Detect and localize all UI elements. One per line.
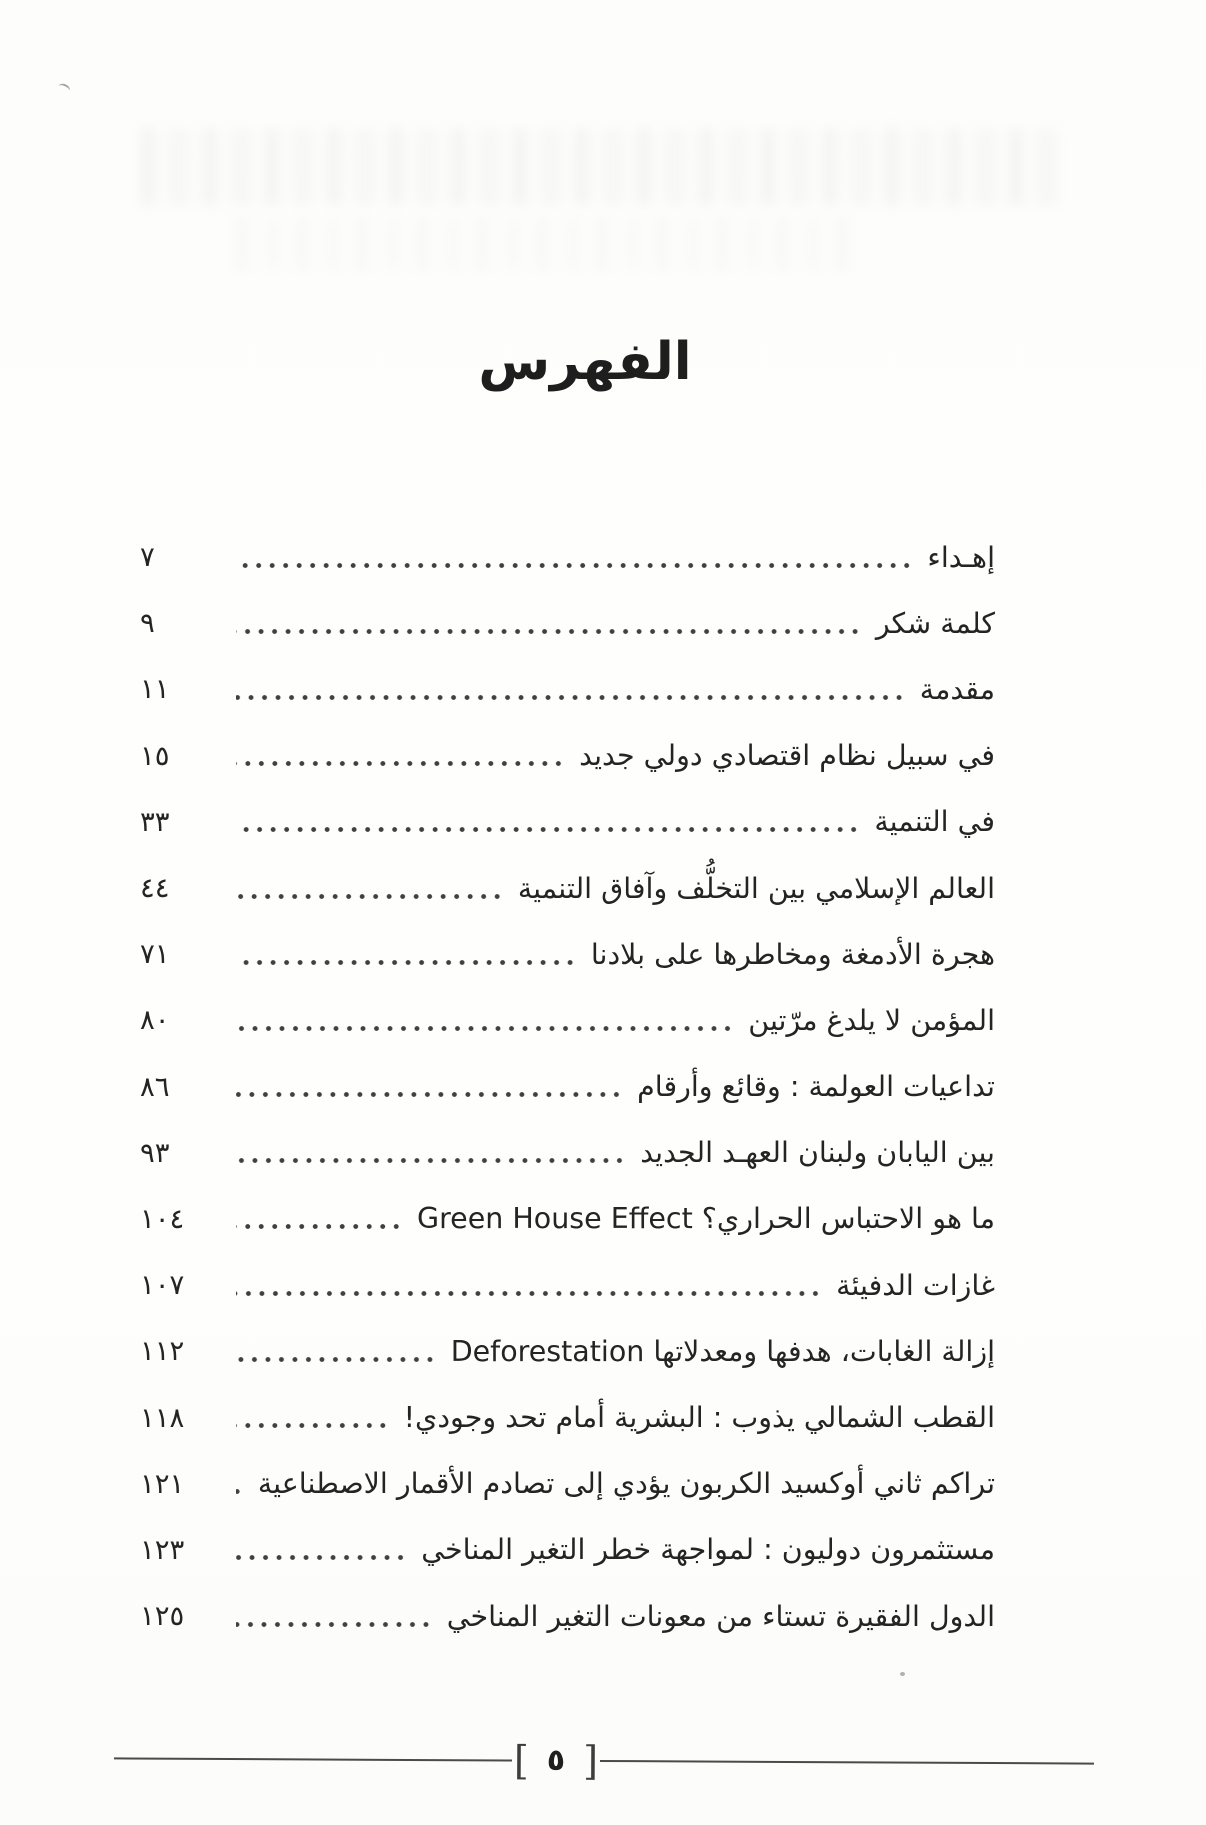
dot-leader <box>236 1223 403 1230</box>
toc-entry-page-number: ٩ <box>140 607 155 640</box>
toc-entry-title: المؤمن لا يلدغ مرّتين <box>748 1003 995 1037</box>
toc-entry <box>140 1054 995 1120</box>
toc-entry-title: القطب الشمالي يذوب : البشرية أمام تحد وجودي! <box>403 1401 995 1435</box>
toc-entry-page-number: ١٥ <box>140 739 170 772</box>
toc-entry-page-number: ٣٣ <box>140 805 170 838</box>
toc-entry-page-number: ٩٣ <box>140 1136 170 1169</box>
dot-leader <box>236 1157 626 1164</box>
footer-page-number: ٥ <box>546 1742 566 1778</box>
toc-entry-page-number: ١٠٧ <box>140 1269 185 1302</box>
toc-entry <box>140 590 995 656</box>
scan-speck <box>57 82 72 95</box>
footer-rule-left <box>114 1757 512 1761</box>
toc-entry-title: إهـداء <box>927 540 995 574</box>
toc-entry-page-number: ١٢٣ <box>140 1533 185 1566</box>
footer-rule-right <box>600 1760 1094 1765</box>
dot-leader <box>236 959 577 966</box>
dot-leader <box>236 893 504 900</box>
dot-leader <box>236 760 565 767</box>
toc-entry-title: بين اليابان ولبنان العهـد الجديد <box>640 1136 995 1170</box>
toc-entry <box>140 1451 995 1517</box>
toc-entry <box>140 524 995 590</box>
footer-bracket-close: ] <box>583 1737 599 1785</box>
toc-entry <box>140 789 995 855</box>
toc-entry-page-number: ٤٤ <box>140 872 170 905</box>
toc-entry-page-number: ١١٨ <box>140 1401 185 1434</box>
scan-speck <box>900 1672 905 1676</box>
toc-entry <box>140 1384 995 1450</box>
dot-leader <box>236 1025 734 1032</box>
toc-entry-title: مستثمرون دوليون : لمواجهة خطر التغير المناخي <box>421 1533 995 1567</box>
toc-entry <box>140 1583 995 1649</box>
page-title: الفهرس <box>478 332 692 392</box>
dot-leader <box>236 1621 433 1628</box>
toc-entry <box>140 656 995 722</box>
page-footer <box>114 1737 1094 1785</box>
dot-leader <box>236 1422 390 1429</box>
toc-entry-title: إزالة الغابات، هدفها ومعدلاتها Deforestation <box>450 1334 995 1368</box>
toc-entry-title: العالم الإسلامي بين التخلُّف وآفاق التنمية <box>517 871 995 905</box>
toc-entry-title: غازات الدفيئة <box>836 1268 995 1302</box>
toc-entry-page-number: ١٢١ <box>140 1467 185 1500</box>
dot-leader <box>236 1091 623 1098</box>
toc-entry-title: في سبيل نظام اقتصادي دولي جديد <box>579 739 995 773</box>
bleed-through-artifact <box>235 218 855 270</box>
toc-entry <box>140 1252 995 1318</box>
toc-entry-page-number: ٧ <box>140 541 155 574</box>
toc-entry-title: تداعيات العولمة : وقائع وأرقام <box>637 1070 995 1104</box>
toc-entry <box>140 855 995 921</box>
toc-entry-page-number: ٨٦ <box>140 1070 170 1103</box>
dot-leader <box>236 1356 437 1363</box>
footer-bracket-open: [ <box>513 1737 529 1784</box>
toc-entry-title: كلمة شكر <box>875 606 995 640</box>
toc-entry-page-number: ١١ <box>140 673 170 706</box>
toc-entry-title: الدول الفقيرة تستاء من معونات التغير المناخي <box>446 1599 995 1633</box>
dot-leader <box>236 694 906 701</box>
toc-entry-title: تراكم ثاني أوكسيد الكربون يؤدي إلى تصادم الأقمار الاصطناعية <box>257 1467 995 1501</box>
toc-entry-title: في التنمية <box>874 805 995 839</box>
table-of-contents <box>140 524 995 1649</box>
dot-leader <box>236 1290 822 1297</box>
toc-entry <box>140 723 995 789</box>
dot-leader <box>236 628 862 635</box>
toc-entry <box>140 1318 995 1384</box>
dot-leader <box>236 1554 407 1561</box>
toc-entry-title: هجرة الأدمغة ومخاطرها على بلادنا <box>590 937 995 971</box>
dot-leader <box>236 562 913 569</box>
toc-entry <box>140 1120 995 1186</box>
toc-entry-page-number: ٧١ <box>140 938 170 971</box>
dot-leader <box>236 1488 244 1495</box>
toc-entry-page-number: ١١٢ <box>140 1335 185 1368</box>
footer-page-number-block <box>512 1737 600 1785</box>
toc-entry <box>140 987 995 1053</box>
toc-entry-page-number: ٨٠ <box>140 1004 170 1037</box>
toc-entry <box>140 1186 995 1252</box>
toc-entry <box>140 921 995 987</box>
bleed-through-artifact <box>140 128 1070 206</box>
toc-entry-page-number: ١٠٤ <box>140 1202 185 1235</box>
toc-entry-title: مقدمة <box>919 672 995 706</box>
dot-leader <box>236 826 860 833</box>
toc-entry-page-number: ١٢٥ <box>140 1600 185 1633</box>
toc-entry-title: ما هو الاحتباس الحراري؟ Green House Effect <box>416 1202 995 1236</box>
toc-entry <box>140 1517 995 1583</box>
